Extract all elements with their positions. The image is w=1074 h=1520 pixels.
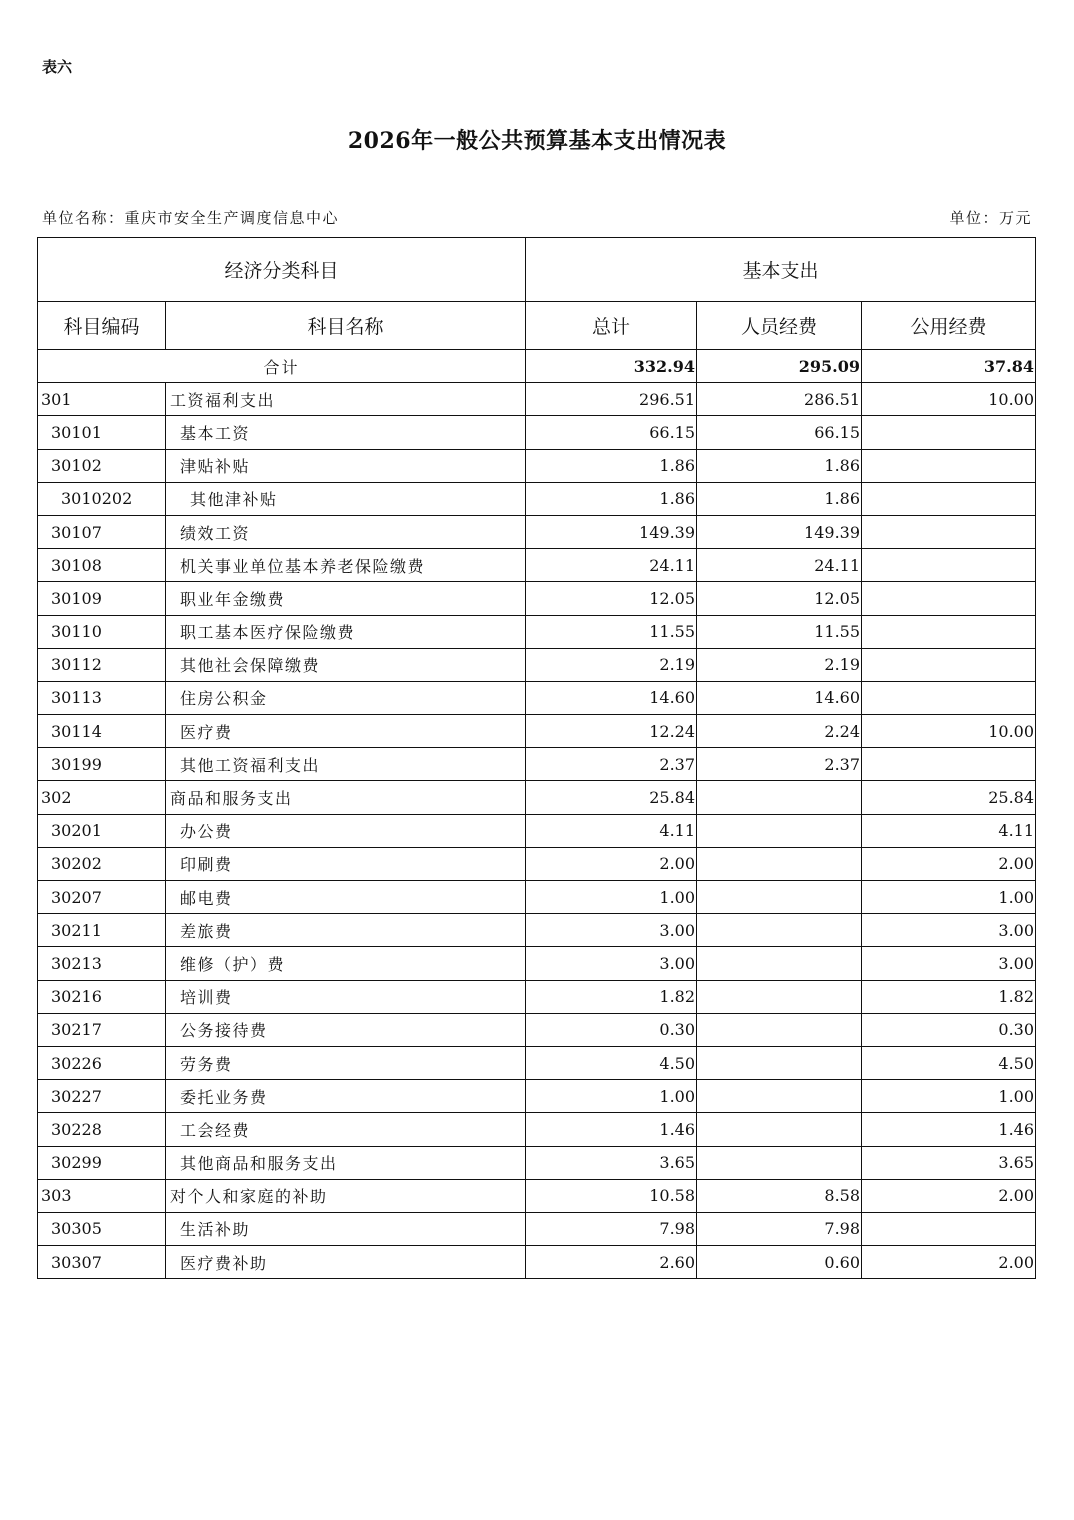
row-public xyxy=(862,681,1036,714)
row-name: 对个人和家庭的补助 xyxy=(166,1179,526,1212)
header-total: 总计 xyxy=(526,302,697,350)
row-name: 工会经费 xyxy=(166,1113,526,1146)
row-name: 其他商品和服务支出 xyxy=(166,1146,526,1179)
header-personnel: 人员经费 xyxy=(697,302,862,350)
table-row xyxy=(38,681,1036,714)
row-personnel: 0.60 xyxy=(697,1246,862,1279)
row-personnel xyxy=(697,814,862,847)
row-public: 1.00 xyxy=(862,881,1036,914)
table-row xyxy=(38,582,1036,615)
row-personnel: 8.58 xyxy=(697,1179,862,1212)
row-code: 30202 xyxy=(38,847,166,880)
row-personnel: 12.05 xyxy=(697,582,862,615)
row-public: 25.84 xyxy=(862,781,1036,814)
table-row xyxy=(38,1046,1036,1079)
row-public xyxy=(862,648,1036,681)
row-code: 3010202 xyxy=(38,482,166,515)
total-public: 37.84 xyxy=(862,350,1036,383)
row-total: 12.24 xyxy=(526,715,697,748)
row-personnel xyxy=(697,1080,862,1113)
row-personnel: 7.98 xyxy=(697,1212,862,1245)
row-total: 10.58 xyxy=(526,1179,697,1212)
row-code: 30110 xyxy=(38,615,166,648)
row-personnel: 2.19 xyxy=(697,648,862,681)
row-personnel: 66.15 xyxy=(697,416,862,449)
row-name: 医疗费补助 xyxy=(166,1246,526,1279)
row-total: 2.37 xyxy=(526,748,697,781)
table-row xyxy=(38,1113,1036,1146)
row-public: 1.46 xyxy=(862,1113,1036,1146)
row-code: 30114 xyxy=(38,715,166,748)
row-code: 303 xyxy=(38,1179,166,1212)
row-personnel xyxy=(697,1013,862,1046)
row-public xyxy=(862,549,1036,582)
table-row xyxy=(38,615,1036,648)
table-row xyxy=(38,1212,1036,1245)
row-total: 296.51 xyxy=(526,383,697,416)
table-row xyxy=(38,482,1036,515)
row-total: 1.00 xyxy=(526,881,697,914)
table-row xyxy=(38,1146,1036,1179)
row-public: 10.00 xyxy=(862,383,1036,416)
row-personnel: 2.37 xyxy=(697,748,862,781)
row-code: 30201 xyxy=(38,814,166,847)
total-sum: 332.94 xyxy=(526,350,697,383)
page-title: 2026年一般公共预算基本支出情况表 xyxy=(347,128,727,154)
row-name: 生活补助 xyxy=(166,1212,526,1245)
header-basic-expenditure: 基本支出 xyxy=(526,238,1036,302)
table-row xyxy=(38,980,1036,1013)
row-name: 津贴补贴 xyxy=(166,449,526,482)
row-public xyxy=(862,515,1036,548)
row-code: 302 xyxy=(38,781,166,814)
table-row xyxy=(38,1179,1036,1212)
row-total: 3.00 xyxy=(526,947,697,980)
row-name: 其他社会保障缴费 xyxy=(166,648,526,681)
row-public: 4.11 xyxy=(862,814,1036,847)
row-personnel xyxy=(697,881,862,914)
row-personnel: 24.11 xyxy=(697,549,862,582)
row-code: 30101 xyxy=(38,416,166,449)
row-public: 10.00 xyxy=(862,715,1036,748)
table-row xyxy=(38,914,1036,947)
row-name: 劳务费 xyxy=(166,1046,526,1079)
row-personnel: 11.55 xyxy=(697,615,862,648)
row-total: 1.46 xyxy=(526,1113,697,1146)
row-personnel xyxy=(697,1046,862,1079)
table-row xyxy=(38,1080,1036,1113)
row-personnel: 1.86 xyxy=(697,449,862,482)
row-personnel xyxy=(697,1113,862,1146)
row-code: 30228 xyxy=(38,1113,166,1146)
row-public xyxy=(862,416,1036,449)
row-name: 工资福利支出 xyxy=(166,383,526,416)
row-personnel: 149.39 xyxy=(697,515,862,548)
row-code: 30299 xyxy=(38,1146,166,1179)
row-code: 30227 xyxy=(38,1080,166,1113)
row-public xyxy=(862,582,1036,615)
row-code: 30207 xyxy=(38,881,166,914)
row-personnel xyxy=(697,1146,862,1179)
row-public: 4.50 xyxy=(862,1046,1036,1079)
row-code: 30113 xyxy=(38,681,166,714)
row-public: 2.00 xyxy=(862,1246,1036,1279)
table-row xyxy=(38,781,1036,814)
row-total: 1.86 xyxy=(526,449,697,482)
row-public xyxy=(862,482,1036,515)
table-row xyxy=(38,881,1036,914)
row-public: 1.82 xyxy=(862,980,1036,1013)
row-name: 商品和服务支出 xyxy=(166,781,526,814)
row-code: 30112 xyxy=(38,648,166,681)
row-code: 30108 xyxy=(38,549,166,582)
currency-unit-label: 单位：万元 xyxy=(949,209,1032,227)
row-personnel: 286.51 xyxy=(697,383,862,416)
row-code: 30307 xyxy=(38,1246,166,1279)
table-row xyxy=(38,748,1036,781)
row-name: 基本工资 xyxy=(166,416,526,449)
total-label: 合计 xyxy=(38,350,526,383)
row-personnel: 1.86 xyxy=(697,482,862,515)
row-personnel xyxy=(697,781,862,814)
row-public xyxy=(862,748,1036,781)
row-name: 公务接待费 xyxy=(166,1013,526,1046)
row-total: 3.00 xyxy=(526,914,697,947)
row-total: 1.86 xyxy=(526,482,697,515)
row-code: 30211 xyxy=(38,914,166,947)
row-name: 邮电费 xyxy=(166,881,526,914)
row-name: 维修（护）费 xyxy=(166,947,526,980)
header-public: 公用经费 xyxy=(862,302,1036,350)
row-total: 1.82 xyxy=(526,980,697,1013)
row-public: 0.30 xyxy=(862,1013,1036,1046)
row-code: 30107 xyxy=(38,515,166,548)
row-total: 4.50 xyxy=(526,1046,697,1079)
row-name: 培训费 xyxy=(166,980,526,1013)
row-total: 0.30 xyxy=(526,1013,697,1046)
table-row xyxy=(38,449,1036,482)
table-row xyxy=(38,549,1036,582)
row-total: 14.60 xyxy=(526,681,697,714)
row-total: 66.15 xyxy=(526,416,697,449)
row-code: 30305 xyxy=(38,1212,166,1245)
row-code: 30102 xyxy=(38,449,166,482)
row-public xyxy=(862,1212,1036,1245)
row-public: 2.00 xyxy=(862,847,1036,880)
table-row xyxy=(38,515,1036,548)
row-public: 3.00 xyxy=(862,947,1036,980)
row-total: 11.55 xyxy=(526,615,697,648)
row-name: 住房公积金 xyxy=(166,681,526,714)
table-row xyxy=(38,715,1036,748)
row-code: 30213 xyxy=(38,947,166,980)
row-public xyxy=(862,449,1036,482)
table-row xyxy=(38,947,1036,980)
budget-table xyxy=(37,237,1036,1279)
row-total: 24.11 xyxy=(526,549,697,582)
header-row-group xyxy=(38,238,1036,302)
row-total: 2.19 xyxy=(526,648,697,681)
header-econ-class: 经济分类科目 xyxy=(38,238,526,302)
row-public xyxy=(862,615,1036,648)
row-total: 149.39 xyxy=(526,515,697,548)
row-total: 2.00 xyxy=(526,847,697,880)
row-code: 30217 xyxy=(38,1013,166,1046)
table-row xyxy=(38,416,1036,449)
row-code: 301 xyxy=(38,383,166,416)
table-row xyxy=(38,383,1036,416)
row-name: 其他津补贴 xyxy=(166,482,526,515)
row-personnel xyxy=(697,847,862,880)
unit-name-label: 单位名称：重庆市安全生产调度信息中心 xyxy=(42,209,340,227)
row-total: 3.65 xyxy=(526,1146,697,1179)
table-row xyxy=(38,1013,1036,1046)
row-public: 3.65 xyxy=(862,1146,1036,1179)
row-name: 绩效工资 xyxy=(166,515,526,548)
header-code: 科目编码 xyxy=(38,302,166,350)
row-total: 4.11 xyxy=(526,814,697,847)
total-personnel: 295.09 xyxy=(697,350,862,383)
table-row xyxy=(38,847,1036,880)
row-public: 1.00 xyxy=(862,1080,1036,1113)
row-name: 职工基本医疗保险缴费 xyxy=(166,615,526,648)
row-total: 1.00 xyxy=(526,1080,697,1113)
row-name: 其他工资福利支出 xyxy=(166,748,526,781)
table-row xyxy=(38,648,1036,681)
row-name: 机关事业单位基本养老保险缴费 xyxy=(166,549,526,582)
row-public: 3.00 xyxy=(862,914,1036,947)
row-total: 7.98 xyxy=(526,1212,697,1245)
row-code: 30226 xyxy=(38,1046,166,1079)
header-name: 科目名称 xyxy=(166,302,526,350)
row-personnel xyxy=(697,980,862,1013)
row-public: 2.00 xyxy=(862,1179,1036,1212)
row-name: 委托业务费 xyxy=(166,1080,526,1113)
row-total: 2.60 xyxy=(526,1246,697,1279)
header-row-columns xyxy=(38,302,1036,350)
row-name: 医疗费 xyxy=(166,715,526,748)
row-personnel: 14.60 xyxy=(697,681,862,714)
total-row xyxy=(38,350,1036,383)
row-personnel xyxy=(697,914,862,947)
row-name: 差旅费 xyxy=(166,914,526,947)
row-name: 印刷费 xyxy=(166,847,526,880)
row-code: 30199 xyxy=(38,748,166,781)
table-number: 表六 xyxy=(42,58,73,76)
table-row xyxy=(38,814,1036,847)
row-personnel: 2.24 xyxy=(697,715,862,748)
row-total: 25.84 xyxy=(526,781,697,814)
row-code: 30216 xyxy=(38,980,166,1013)
row-name: 办公费 xyxy=(166,814,526,847)
row-code: 30109 xyxy=(38,582,166,615)
row-name: 职业年金缴费 xyxy=(166,582,526,615)
row-personnel xyxy=(697,947,862,980)
row-total: 12.05 xyxy=(526,582,697,615)
table-row xyxy=(38,1246,1036,1279)
